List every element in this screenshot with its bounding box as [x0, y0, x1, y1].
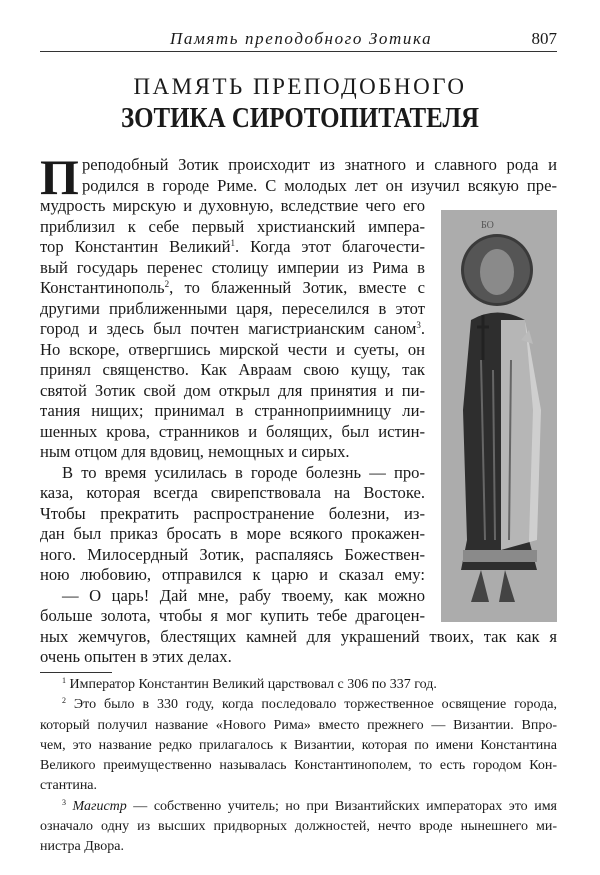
- footnote-line: [40, 817, 557, 837]
- body-line: [40, 217, 425, 238]
- running-header: [40, 29, 557, 52]
- footnote-text: означало одну из высших придворных должностей, нечто вроде нынешнего ми-: [40, 819, 557, 835]
- footnote-text: который получил название «Нового Рима» вместо прежнего — Византии. Впро-: [40, 717, 557, 733]
- footnote-ref: 3: [416, 320, 421, 330]
- footnote-line: [40, 776, 557, 796]
- running-title: Память преподобного Зотика: [170, 29, 433, 48]
- body-line: [40, 545, 425, 566]
- body-line: [40, 196, 425, 217]
- footnote-text: стантина.: [40, 778, 98, 794]
- body-line: [82, 176, 557, 197]
- footnote-term: Магистр: [72, 798, 127, 814]
- chapter-title-line1: ПАМЯТЬ ПРЕПОДОБНОГО: [133, 74, 467, 99]
- line-text: ною любовию, отправился к царю и сказал ему:: [40, 565, 425, 584]
- body-line: [40, 360, 425, 381]
- footnote-ref: 1: [230, 238, 235, 248]
- footnote-divider: [40, 672, 112, 673]
- footnote-text: нистра Двора.: [40, 839, 124, 855]
- line-text: тания нищих; принимал в странноприимницу ли-: [40, 401, 425, 420]
- line-text: , то блаженный Зотик, вместе с: [169, 278, 425, 297]
- line-text: реподобный Зотик происходит из знатного и славного рода и: [82, 155, 557, 174]
- footnote-text: Император Константин Великий царствовал с 306 по 337 год.: [66, 677, 437, 692]
- line-text: шенных крова, странников и болящих, был истин-: [40, 421, 425, 441]
- line-text: ным отцом для вдовиц, немощных и сирых.: [40, 442, 350, 461]
- line-text: больше золота, чтобы я мог купить тебе драгоцен-: [40, 606, 425, 625]
- body-line: [40, 606, 425, 627]
- line-text: принял священство. Как Авраам свою кущу, так: [40, 360, 425, 379]
- chapter-title-line2: ЗОТИКА СИРОТОПИТАТЕЛЯ: [120, 102, 480, 134]
- line-text: каза, которая всегда свирепствовала на Востоке.: [40, 483, 425, 502]
- line-text: мудрость мирскую и духовную, вследствие чего его: [40, 196, 425, 215]
- line-text: ных жемчугов, блестящих камней для украшений твоих, так как я: [40, 626, 557, 646]
- svg-text:БО: БО: [481, 220, 494, 231]
- body-line: [40, 422, 425, 443]
- footnote-line: [40, 756, 557, 776]
- body-line: [40, 586, 425, 607]
- footnote-line: [40, 675, 557, 695]
- footnote-line: [40, 716, 557, 736]
- footnote-text: Великого преимущественно называлась Константинополем, то есть городом Кон-: [40, 758, 557, 774]
- body-line: [40, 299, 425, 320]
- body-line: [40, 524, 425, 545]
- footnote-line: [40, 695, 557, 715]
- footnote-number: 1: [62, 676, 66, 685]
- line-text: очень опытен в этих делах.: [40, 647, 232, 666]
- body-line: [40, 565, 425, 586]
- footnote-text: Это было в 330 году, когда последовало торжественное освящение города,: [66, 697, 557, 713]
- line-text: приблизил к себе первый христианский импера-: [40, 216, 425, 236]
- line-text: другими приближенными царя, переселился в этот: [40, 298, 425, 318]
- line-text: дан был приказ бросать в море всякого прокажен-: [40, 524, 425, 543]
- page-number: 807: [531, 29, 557, 48]
- footnote-text: чем, это название редко прилагалось к Византии, которая по имени Константина: [40, 737, 557, 753]
- body-line: [40, 319, 425, 340]
- footnote-number: 3: [62, 797, 66, 807]
- line-text: святой Зотик свой дом открыл для принятия и пи-: [40, 380, 425, 400]
- line-text: Но вскоре, отвергшись мирской чести и суеты, он: [40, 339, 425, 359]
- line-text: Чтобы прекратить распространение болезни, из-: [40, 503, 425, 523]
- line-text: тор Константин Великий: [40, 237, 231, 256]
- footnote-line: [40, 797, 557, 817]
- drop-cap: П: [40, 149, 79, 205]
- body-line: [40, 504, 425, 525]
- line-text: родился в городе Риме. С молодых лет он изучил всякую пре-: [82, 175, 557, 195]
- line-text: . Когда этот благочести-: [235, 237, 425, 256]
- saint-icon-image: [441, 210, 557, 622]
- body-line: [40, 483, 425, 504]
- footnote-line: [40, 837, 557, 857]
- footnote-ref: 2: [164, 279, 170, 289]
- line-text: В то время усилилась в городе болезнь — про-: [62, 462, 425, 482]
- line-text: Константинополь: [40, 278, 165, 297]
- footnote-text: — собственно учитель; но при Византийских императорах это имя: [126, 798, 557, 814]
- footnotes: [40, 675, 557, 858]
- body-line: [40, 258, 425, 279]
- body-line: [40, 463, 425, 484]
- body-line: [40, 442, 425, 463]
- body-line: [40, 340, 425, 361]
- line-text: ного. Милосердный Зотик, распаляясь Божествен-: [40, 544, 425, 564]
- body-line: [82, 155, 557, 176]
- body-line: [40, 627, 557, 648]
- body-line: [40, 381, 425, 402]
- line-text: город и здесь был почтен магистрианским саном: [40, 319, 417, 338]
- body-line: [40, 401, 425, 422]
- body-line: [40, 237, 425, 258]
- footnote-line: [40, 736, 557, 756]
- line-text: .: [420, 319, 425, 338]
- body-line: [40, 647, 557, 668]
- line-text: — О царь! Дай мне, рабу твоему, как можно: [62, 585, 425, 605]
- footnote-number: 2: [62, 696, 66, 706]
- line-text: вый государь перенес столицу империи из Рима в: [40, 257, 425, 277]
- body-line: [40, 278, 425, 299]
